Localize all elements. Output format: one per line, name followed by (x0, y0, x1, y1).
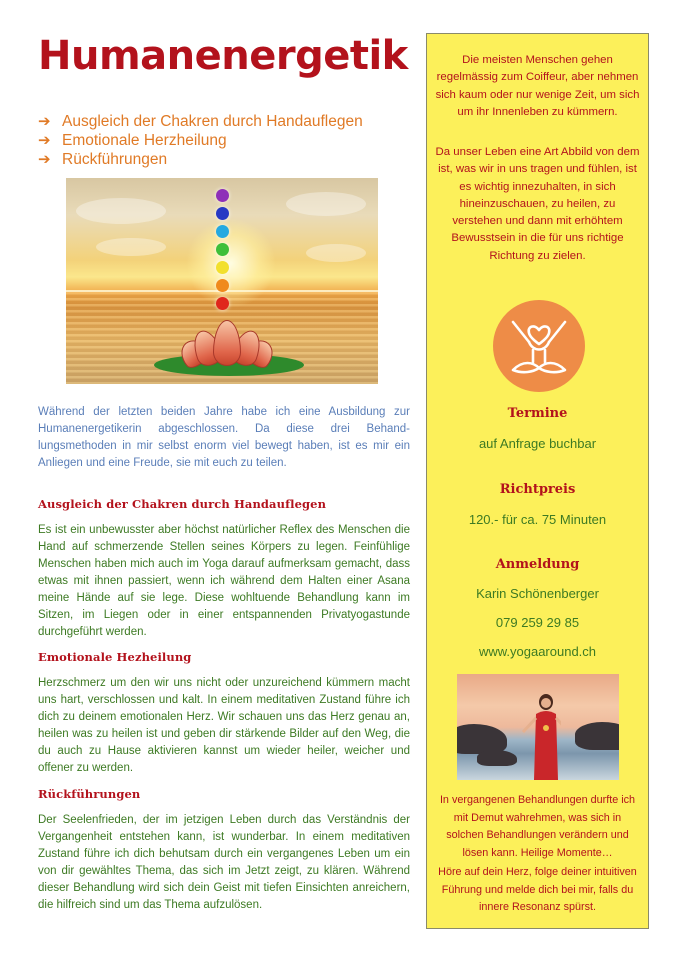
richtpreis-value: 120.- für ca. 75 Minuten (468, 512, 607, 527)
chakra-dot-icon (216, 207, 229, 220)
termine-heading: Termine (507, 406, 568, 421)
contact-website-link[interactable]: www.yogaaround.ch (478, 644, 597, 659)
contact-phone[interactable]: 079 259 29 85 (495, 615, 580, 630)
yoga-heart-icon (493, 300, 585, 392)
bullet-item (38, 150, 363, 169)
contact-name: Karin Schönenberger (476, 586, 599, 601)
bullet-item (38, 112, 363, 131)
section-text-chakren: Es ist ein unbewusster aber höchst natürlicher Reflex des Menschen die Hand auf schmerzende Stellen seines Körpers zu legen. Feinfühlige Menschen haben mich auch im Yoga darauf aufmerksam gemacht, dass etwas mit ihnen passiert, wenn ich während dem Halten einer Asana meine Hände auf sie lege. Diese wohltuende Behandlung kann im Sitzen, im Liegen oder in einer entspannenden Privatyogastunde durchgeführt werden. (38, 524, 410, 638)
bullet-text: Rückführungen (62, 151, 168, 168)
sidebar-quote-4: Höre auf dein Herz, folge deiner intuitiven Führung und melde dich bei mir, falls du innere Resonanz spürst. (438, 866, 637, 913)
lotus-flower-icon (176, 316, 276, 366)
info-sidebar (426, 33, 649, 929)
chakra-dot-icon (216, 243, 229, 256)
chakra-dot-icon (216, 279, 229, 292)
section-heading-rueckfuehrungen: Rückführungen (38, 787, 141, 801)
bullet-list (38, 112, 363, 169)
section-heading-herzheilung: Emotionale Hezheilung (38, 650, 192, 664)
chakra-dot-icon (216, 225, 229, 238)
sidebar-quote-2: Da unser Leben eine Art Abbild von dem ist, was wir in uns tragen und fühlen, ist es wichtig innezuhalten, in sich hineinzuschauen, zu heilen, zu verstehen und dann mit erhöhtem Bewusstsein in die für uns richtige Richtung zu zielen. (435, 146, 640, 262)
section-text-rueckfuehrungen: Der Seelenfrieden, der im jetzigen Leben durch das Verständnis der Vergangenheit entstehen kann, ist wunderbar. In einem meditativen Zustand führe ich dich behutsam durch ein vergangenes Leben um ein von dir gewähltes Thema, das sich im Jetzt zeigt, zu klären. Während dieser Behandlung wird sich dein Geist mit tiefen Einsichten anreichern, die hilfreich sind um das Thema aufzulösen. (38, 814, 410, 911)
chakra-dot-icon (216, 297, 229, 310)
intro-paragraph: Während der letzten beiden Jahre habe ich eine Ausbildung zur Humanenergetikerin abgeschlossen. Da diese drei Behand-lungsmethoden in mir selbst enorm viel bewegt haben, ist es mir ein Anliegen und eine Freude, sie mit euch zu teilen. (38, 406, 410, 469)
bullet-text: Ausgleich der Chakren durch Handauflegen (62, 113, 363, 130)
arrow-right-icon: ➔ (38, 132, 51, 149)
section-heading-chakren: Ausgleich der Chakren durch Handauflegen (38, 497, 327, 511)
chakra-dot-icon (216, 189, 229, 202)
section-text-herzheilung: Herzschmerz um den wir uns nicht oder unzureichend kümmern macht uns hart, verschlossen und kalt. In einem meditativen Zustand führe ich dich zu deinem emotionalen Herz. Wir schauen uns das Herz genau an, heilen was zu heilen ist und geben dir stärkende Bilder auf den Weg, die du auch zu Hause aktivieren kannst um wieder heiler, weicher und offener zu werden. (38, 677, 410, 774)
termine-value: auf Anfrage buchbar (478, 436, 597, 451)
arrow-right-icon: ➔ (38, 113, 51, 130)
sidebar-quote-3: In vergangenen Behandlungen durfte ich mit Demut wahrehmen, was sich in solchen Behandlungen verändern und lösen kann. Heilige Momente… (439, 794, 636, 859)
page-title: Humanenergetik (38, 33, 408, 79)
chakra-dot-icon (216, 261, 229, 274)
sidebar-quote-1: Die meisten Menschen gehen regelmässig zum Coiffeur, aber nehmen sich kaum oder nur wenige Zeit, um sich um ihr Innenleben zu kümmern. (435, 54, 640, 118)
arrow-right-icon: ➔ (38, 151, 51, 168)
anmeldung-heading: Anmeldung (495, 557, 580, 572)
bullet-text: Emotionale Herzheilung (62, 132, 227, 149)
teacher-photo (457, 674, 619, 780)
bullet-item (38, 131, 363, 150)
richtpreis-heading: Richtpreis (499, 482, 576, 497)
chakra-lotus-image (66, 178, 378, 384)
